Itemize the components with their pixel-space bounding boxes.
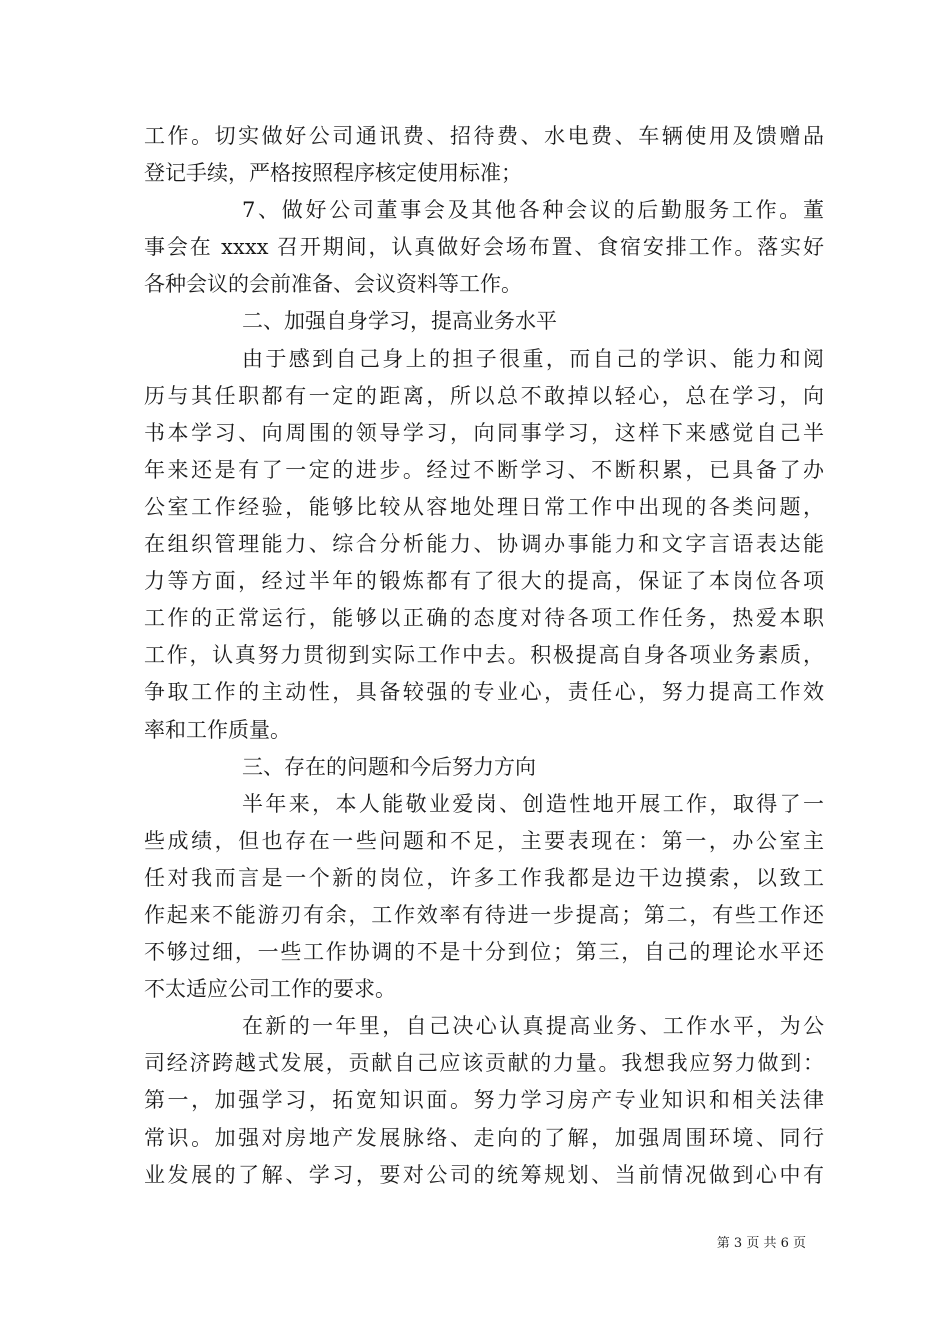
text-line: 由于感到自己身上的担子很重，而自己的学识、能力和阅 — [242, 346, 824, 371]
document-body — [144, 118, 824, 1194]
text-line: 率和工作质量。 — [144, 717, 291, 742]
text-line: 些成绩，但也存在一些问题和不足，主要表现在：第一，办公室主 — [144, 828, 824, 853]
text-line: 历与其任职都有一定的距离，所以总不敢掉以轻心，总在学习，向 — [144, 383, 824, 408]
text-line: 工作，认真努力贯彻到实际工作中去。积极提高自身各项业务素质， — [144, 643, 824, 668]
text-line: 各种会议的会前准备、会议资料等工作。 — [144, 272, 522, 297]
text-line: 登记手续，严格按照程序核定使用标准； — [144, 161, 522, 186]
text-line: 年来还是有了一定的进步。经过不断学习、不断积累，已具备了办 — [144, 457, 824, 482]
text-line: 司经济跨越式发展，贡献自己应该贡献的力量。我想我应努力做到： — [144, 1051, 824, 1076]
text-line: 不够过细，一些工作协调的不是十分到位；第三，自己的理论水平还 — [144, 940, 824, 965]
text-line: 公室工作经验，能够比较从容地处理日常工作中出现的各类问题， — [144, 494, 824, 519]
text-line: 争取工作的主动性，具备较强的专业心，责任心，努力提高工作效 — [144, 680, 824, 705]
text-line: 第一，加强学习，拓宽知识面。努力学习房产专业知识和相关法律 — [144, 1088, 824, 1113]
text-line: 工作。切实做好公司通讯费、招待费、水电费、车辆使用及馈赠品 — [144, 124, 824, 148]
text-line: 7、做好公司董事会及其他各种会议的后勤服务工作。董 — [242, 198, 824, 223]
text-line: 半年来，本人能敬业爱岗、创造性地开展工作，取得了一 — [242, 791, 824, 816]
text-line: 事会在 xxxx 召开期间，认真做好会场布置、食宿安排工作。落实好 — [144, 235, 824, 260]
page-number-footer: 第 3 页 共 6 页 — [716, 1236, 806, 1251]
text-line: 书本学习、向周围的领导学习，向同事学习，这样下来感觉自己半 — [144, 420, 824, 445]
text-line: 工作的正常运行，能够以正确的态度对待各项工作任务，热爱本职 — [144, 606, 824, 631]
text-line: 作起来不能游刃有余，工作效率有待进一步提高；第二，有些工作还 — [144, 902, 824, 927]
text-line: 业发展的了解、学习，要对公司的统筹规划、当前情况做到心中有 — [144, 1162, 824, 1187]
section-heading: 二、加强自身学习，提高业务水平 — [242, 309, 557, 334]
section-heading: 三、存在的问题和今后努力方向 — [242, 754, 536, 779]
text-line: 不太适应公司工作的要求。 — [144, 977, 396, 1002]
text-line: 在新的一年里，自己决心认真提高业务、工作水平，为公 — [242, 1014, 824, 1039]
text-line: 常识。加强对房地产发展脉络、走向的了解，加强周围环境、同行 — [144, 1125, 824, 1150]
text-line: 任对我而言是一个新的岗位，许多工作我都是边干边摸索，以致工 — [144, 865, 824, 890]
text-line: 力等方面，经过半年的锻炼都有了很大的提高，保证了本岗位各项 — [144, 569, 824, 594]
text-line: 在组织管理能力、综合分析能力、协调办事能力和文字言语表达能 — [144, 532, 824, 557]
